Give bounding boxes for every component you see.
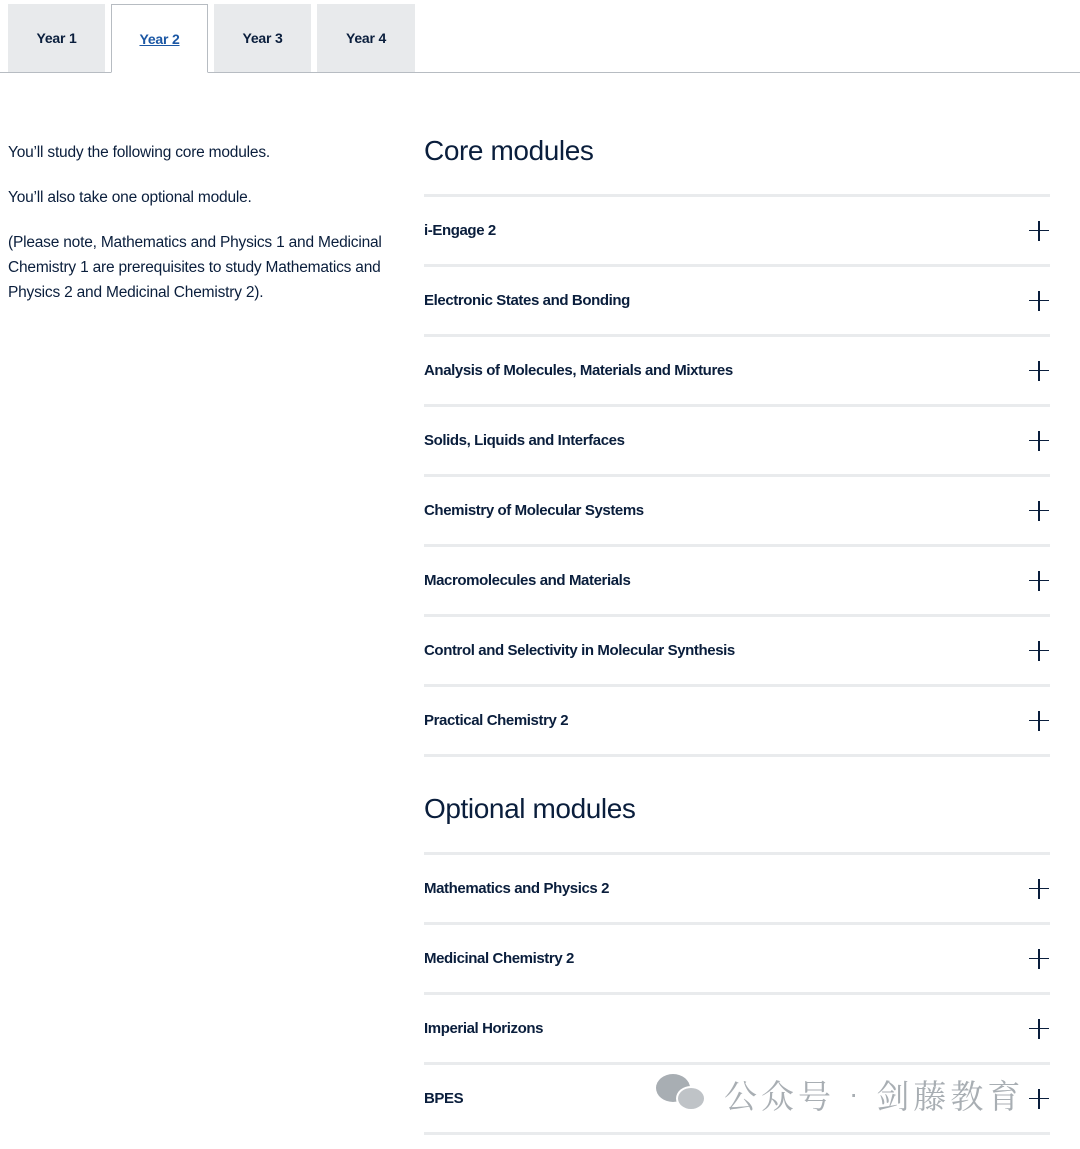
module-accordion-item[interactable] bbox=[424, 474, 1050, 544]
expand-plus-icon[interactable] bbox=[1029, 221, 1049, 241]
tab-year-2[interactable]: Year 2 bbox=[111, 4, 208, 73]
module-title: Medicinal Chemistry 2 bbox=[424, 950, 574, 967]
expand-plus-icon[interactable] bbox=[1029, 879, 1049, 899]
expand-plus-icon[interactable] bbox=[1029, 571, 1049, 591]
intro-paragraph-core: You’ll study the following core modules. bbox=[8, 144, 270, 161]
wechat-logo-icon bbox=[656, 1072, 708, 1116]
module-title: Analysis of Molecules, Materials and Mixtures bbox=[424, 362, 733, 379]
intro-text bbox=[8, 140, 383, 325]
expand-plus-icon[interactable] bbox=[1029, 949, 1049, 969]
module-accordion-item[interactable] bbox=[424, 404, 1050, 474]
module-accordion-item[interactable] bbox=[424, 544, 1050, 614]
expand-plus-icon[interactable] bbox=[1029, 361, 1049, 381]
module-accordion-item[interactable] bbox=[424, 852, 1050, 922]
intro-paragraph-note: (Please note, Mathematics and Physics 1 and Medicinal Chemistry 1 are prerequisites to study Mathematics and Physics 2 and Medicinal Chemistry 2). bbox=[8, 234, 382, 301]
module-title: Macromolecules and Materials bbox=[424, 572, 631, 589]
module-title: Electronic States and Bonding bbox=[424, 292, 630, 309]
module-title: Chemistry of Molecular Systems bbox=[424, 502, 644, 519]
module-title: Mathematics and Physics 2 bbox=[424, 880, 610, 897]
expand-plus-icon[interactable] bbox=[1029, 711, 1049, 731]
watermark-text-left: 公众号 bbox=[724, 1077, 835, 1115]
tab-year-1[interactable]: Year 1 bbox=[8, 4, 105, 72]
optional-modules-heading: Optional modules bbox=[424, 793, 636, 824]
core-modules-list bbox=[424, 194, 1050, 757]
tab-year-4[interactable]: Year 4 bbox=[317, 4, 415, 72]
module-accordion-item[interactable] bbox=[424, 614, 1050, 684]
module-title: Solids, Liquids and Interfaces bbox=[424, 432, 625, 449]
watermark-text-right: 剑藤教育 bbox=[876, 1077, 1025, 1115]
expand-plus-icon[interactable] bbox=[1029, 1019, 1049, 1039]
module-accordion-item[interactable] bbox=[424, 992, 1050, 1062]
module-title: i-Engage 2 bbox=[424, 222, 496, 239]
module-accordion-item[interactable] bbox=[424, 194, 1050, 264]
expand-plus-icon[interactable] bbox=[1029, 291, 1049, 311]
module-accordion-item[interactable] bbox=[424, 264, 1050, 334]
module-accordion-item[interactable] bbox=[424, 922, 1050, 992]
intro-paragraph-optional: You’ll also take one optional module. bbox=[8, 189, 252, 206]
year-tabs bbox=[0, 0, 1080, 73]
module-accordion-item[interactable] bbox=[424, 334, 1050, 404]
wechat-watermark bbox=[656, 1066, 1056, 1122]
expand-plus-icon[interactable] bbox=[1029, 431, 1049, 451]
expand-plus-icon[interactable] bbox=[1029, 641, 1049, 661]
watermark-separator: · bbox=[849, 1078, 863, 1109]
module-title: Practical Chemistry 2 bbox=[424, 712, 569, 729]
module-title: Imperial Horizons bbox=[424, 1020, 544, 1037]
tab-year-3[interactable]: Year 3 bbox=[214, 4, 311, 72]
module-accordion-item[interactable] bbox=[424, 684, 1050, 757]
core-modules-heading: Core modules bbox=[424, 135, 594, 166]
expand-plus-icon[interactable] bbox=[1029, 501, 1049, 521]
module-title: BPES bbox=[424, 1090, 464, 1107]
module-title: Control and Selectivity in Molecular Synthesis bbox=[424, 642, 735, 659]
